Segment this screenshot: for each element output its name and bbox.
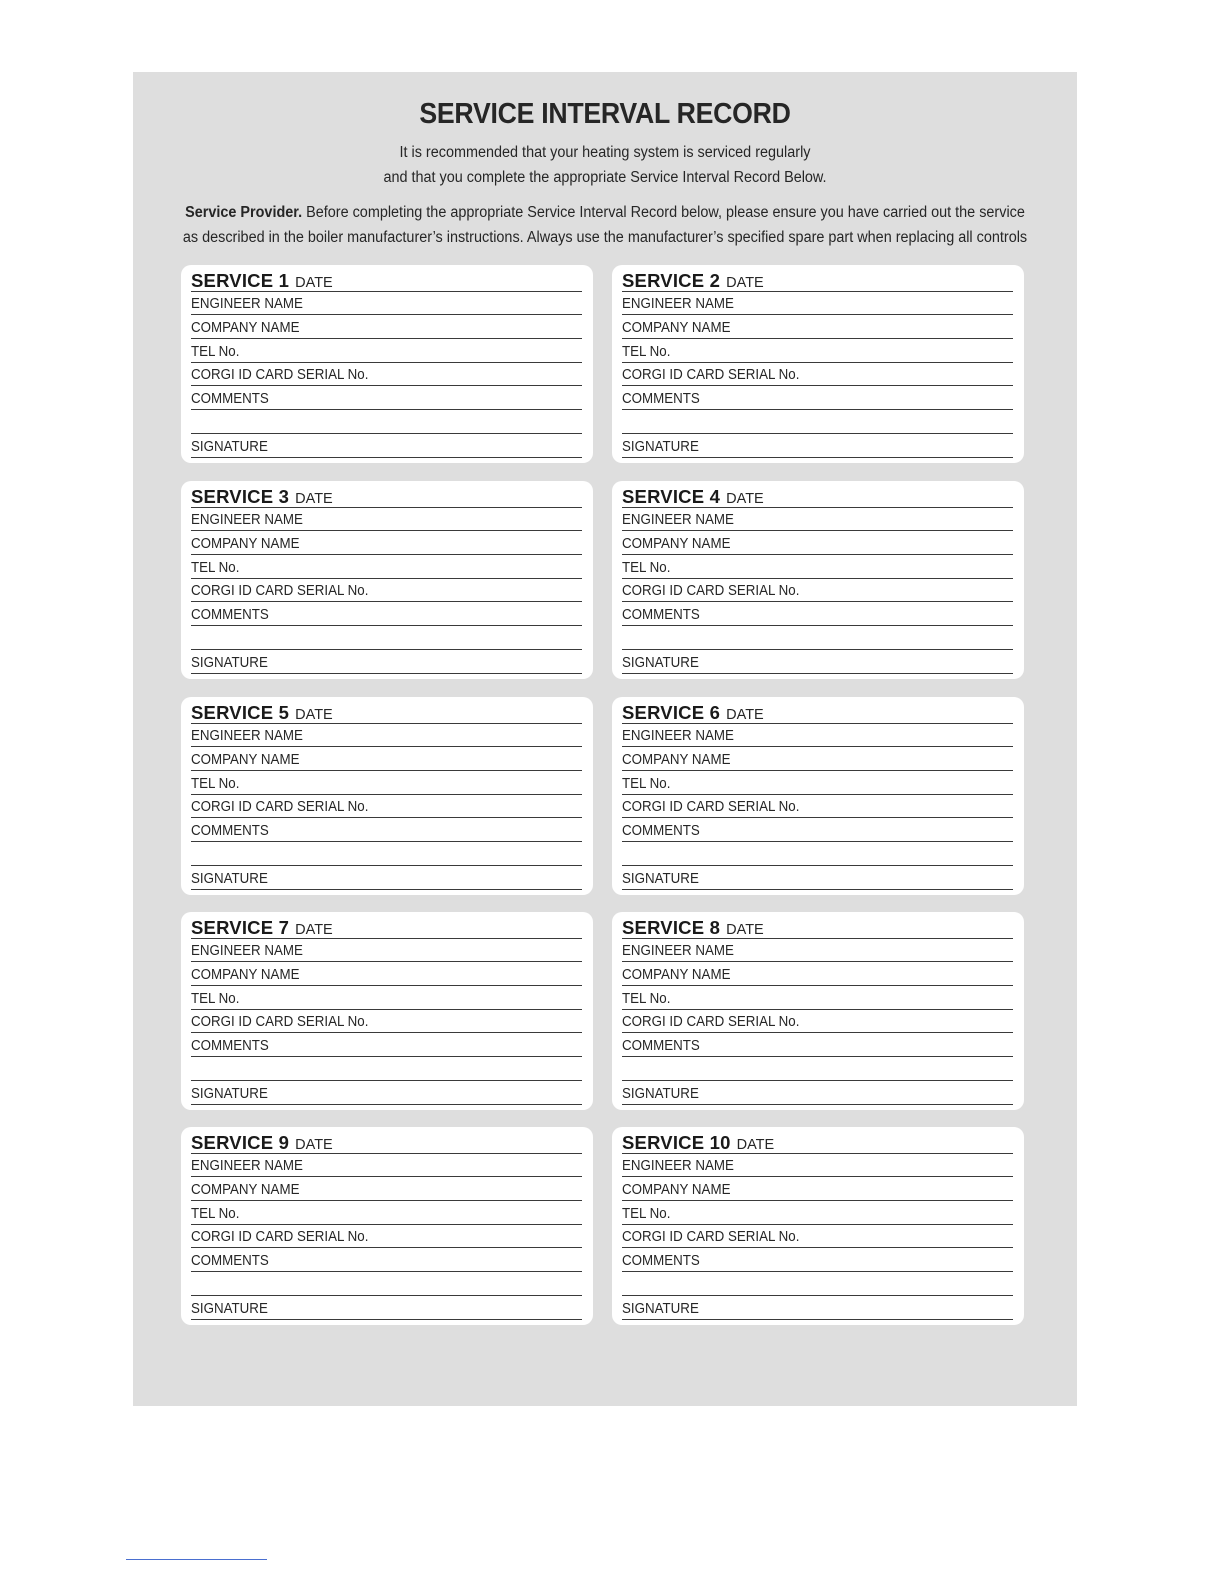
engineer-name-field[interactable]	[622, 294, 1013, 315]
corgi-serial-field[interactable]	[191, 1012, 582, 1033]
engineer-name-field[interactable]	[191, 294, 582, 315]
service-card-2	[612, 265, 1024, 463]
signature-field[interactable]	[191, 1299, 582, 1320]
service-date-field[interactable]	[622, 1133, 1013, 1154]
field-label: ENGINEER NAME	[622, 296, 734, 312]
comments-line-2[interactable]	[622, 845, 1013, 866]
footer-link-underline	[126, 1559, 267, 1560]
field-label: COMMENTS	[622, 607, 700, 624]
signature-field[interactable]	[622, 653, 1013, 674]
field-label: CORGI ID CARD SERIAL No.	[191, 1229, 369, 1246]
comments-line-2[interactable]	[622, 1060, 1013, 1081]
service-date-field[interactable]	[622, 703, 1013, 724]
comments-line-2[interactable]	[622, 629, 1013, 650]
tel-field[interactable]	[622, 342, 1013, 363]
engineer-name-field[interactable]	[622, 726, 1013, 747]
date-label: DATE	[736, 1137, 775, 1153]
company-name-field[interactable]	[622, 965, 1013, 986]
field-label: SIGNATURE	[191, 870, 268, 887]
signature-field[interactable]	[191, 653, 582, 674]
service-date-field[interactable]	[191, 1133, 582, 1154]
service-number: SERVICE 4	[622, 486, 721, 507]
field-label: ENGINEER NAME	[191, 728, 303, 744]
tel-field[interactable]	[191, 558, 582, 579]
field-label: CORGI ID CARD SERIAL No.	[622, 367, 800, 384]
signature-field[interactable]	[622, 1084, 1013, 1105]
provider-note-line-2: as described in the boiler manufacturer’s instructions. Always use the manufacturer’s specified spare part when replacing all controls	[182, 229, 1028, 246]
service-card-8	[612, 912, 1024, 1110]
signature-field[interactable]	[191, 869, 582, 890]
tel-field[interactable]	[622, 558, 1013, 579]
field-label: SIGNATURE	[622, 1085, 699, 1102]
service-date-field[interactable]	[622, 918, 1013, 939]
date-label: DATE	[295, 491, 333, 507]
corgi-serial-field[interactable]	[622, 1012, 1013, 1033]
service-number: SERVICE 5	[191, 702, 290, 723]
field-label: CORGI ID CARD SERIAL No.	[191, 367, 369, 384]
field-label: TEL No.	[191, 559, 240, 576]
corgi-serial-field[interactable]	[622, 365, 1013, 386]
comments-field[interactable]	[622, 389, 1013, 410]
field-label: CORGI ID CARD SERIAL No.	[622, 1229, 800, 1246]
field-label: TEL No.	[622, 775, 671, 792]
signature-field[interactable]	[622, 1299, 1013, 1320]
service-date-field[interactable]	[191, 271, 582, 292]
field-label: CORGI ID CARD SERIAL No.	[622, 583, 800, 600]
field-label: SIGNATURE	[622, 654, 699, 671]
engineer-name-field[interactable]	[622, 510, 1013, 531]
signature-field[interactable]	[622, 869, 1013, 890]
field-label: ENGINEER NAME	[622, 1158, 734, 1174]
field-label: COMPANY NAME	[622, 966, 731, 983]
service-number: SERVICE 9	[191, 1132, 290, 1153]
service-number: SERVICE 2	[622, 270, 721, 291]
engineer-name-field[interactable]	[622, 1156, 1013, 1177]
field-label: COMMENTS	[622, 1253, 700, 1270]
comments-field[interactable]	[191, 1251, 582, 1272]
tel-field[interactable]	[191, 342, 582, 363]
field-label: COMMENTS	[622, 823, 700, 840]
date-label: DATE	[295, 922, 333, 938]
service-card-5	[181, 697, 593, 895]
comments-line-2[interactable]	[191, 413, 582, 434]
field-label: TEL No.	[622, 559, 671, 576]
signature-field[interactable]	[622, 437, 1013, 458]
corgi-serial-field[interactable]	[191, 1227, 582, 1248]
field-label: COMPANY NAME	[191, 966, 300, 983]
field-label: CORGI ID CARD SERIAL No.	[622, 799, 800, 816]
provider-lead: Service Provider.	[185, 204, 303, 221]
company-name-field[interactable]	[191, 750, 582, 771]
engineer-name-field[interactable]	[191, 726, 582, 747]
field-label: ENGINEER NAME	[622, 943, 734, 959]
field-label: COMMENTS	[191, 607, 269, 624]
provider-note-line-1	[166, 204, 1044, 222]
field-label: COMMENTS	[191, 823, 269, 840]
tel-field[interactable]	[622, 989, 1013, 1010]
comments-field[interactable]	[191, 821, 582, 842]
service-number: SERVICE 6	[622, 702, 721, 723]
field-label: TEL No.	[191, 990, 240, 1007]
field-label: ENGINEER NAME	[622, 728, 734, 744]
field-label: COMPANY NAME	[622, 1181, 731, 1198]
tel-field[interactable]	[191, 989, 582, 1010]
engineer-name-field[interactable]	[191, 941, 582, 962]
tel-field[interactable]	[191, 774, 582, 795]
field-label: TEL No.	[622, 343, 671, 360]
provider-note-text: Before completing the appropriate Service Interval Record below, please ensure you have carried out the service	[302, 204, 1025, 221]
date-label: DATE	[295, 707, 333, 723]
field-label: COMPANY NAME	[191, 751, 300, 768]
company-name-field[interactable]	[622, 1180, 1013, 1201]
corgi-serial-field[interactable]	[622, 797, 1013, 818]
company-name-field[interactable]	[622, 534, 1013, 555]
page-title: SERVICE INTERVAL RECORD	[419, 98, 791, 130]
comments-line-2[interactable]	[191, 629, 582, 650]
service-card-7	[181, 912, 593, 1110]
company-name-field[interactable]	[622, 318, 1013, 339]
service-date-field[interactable]	[191, 918, 582, 939]
service-date-field[interactable]	[622, 487, 1013, 508]
comments-field[interactable]	[191, 605, 582, 626]
signature-field[interactable]	[191, 437, 582, 458]
field-label: COMPANY NAME	[622, 535, 731, 552]
field-label: TEL No.	[191, 775, 240, 792]
field-label: CORGI ID CARD SERIAL No.	[191, 583, 369, 600]
corgi-serial-field[interactable]	[191, 365, 582, 386]
intro-line-2: and that you complete the appropriate Service Interval Record Below.	[383, 169, 827, 186]
comments-line-2[interactable]	[191, 845, 582, 866]
comments-field[interactable]	[622, 605, 1013, 626]
field-label: COMPANY NAME	[622, 751, 731, 768]
company-name-field[interactable]	[191, 1180, 582, 1201]
comments-line-2[interactable]	[191, 1275, 582, 1296]
service-card-1	[181, 265, 593, 463]
field-label: TEL No.	[191, 343, 240, 360]
field-label: COMPANY NAME	[622, 319, 731, 336]
company-name-field[interactable]	[191, 534, 582, 555]
service-date-field[interactable]	[191, 703, 582, 724]
date-label: DATE	[295, 1137, 333, 1153]
comments-line-2[interactable]	[191, 1060, 582, 1081]
engineer-name-field[interactable]	[191, 1156, 582, 1177]
date-label: DATE	[726, 922, 764, 938]
company-name-field[interactable]	[191, 318, 582, 339]
service-number: SERVICE 10	[622, 1132, 731, 1153]
engineer-name-field[interactable]	[622, 941, 1013, 962]
field-label: CORGI ID CARD SERIAL No.	[622, 1014, 800, 1031]
field-label: COMMENTS	[191, 1038, 269, 1055]
service-date-field[interactable]	[191, 487, 582, 508]
date-label: DATE	[726, 275, 764, 291]
field-label: TEL No.	[191, 1205, 240, 1222]
field-label: ENGINEER NAME	[622, 512, 734, 528]
corgi-serial-field[interactable]	[191, 797, 582, 818]
field-label: TEL No.	[622, 990, 671, 1007]
field-label: TEL No.	[622, 1205, 671, 1222]
comments-line-2[interactable]	[622, 1275, 1013, 1296]
company-name-field[interactable]	[622, 750, 1013, 771]
intro-line-1: It is recommended that your heating system is serviced regularly	[399, 144, 811, 161]
corgi-serial-field[interactable]	[622, 581, 1013, 602]
signature-field[interactable]	[191, 1084, 582, 1105]
company-name-field[interactable]	[191, 965, 582, 986]
service-card-6	[612, 697, 1024, 895]
service-number: SERVICE 8	[622, 917, 721, 938]
field-label: CORGI ID CARD SERIAL No.	[191, 1014, 369, 1031]
field-label: SIGNATURE	[191, 654, 268, 671]
field-label: COMMENTS	[191, 391, 269, 408]
comments-field[interactable]	[191, 1036, 582, 1057]
field-label: SIGNATURE	[191, 1085, 268, 1102]
date-label: DATE	[295, 275, 333, 291]
field-label: ENGINEER NAME	[191, 296, 303, 312]
service-number: SERVICE 1	[191, 270, 290, 291]
service-card-3	[181, 481, 593, 679]
field-label: CORGI ID CARD SERIAL No.	[191, 799, 369, 816]
comments-line-2[interactable]	[622, 413, 1013, 434]
date-label: DATE	[726, 707, 764, 723]
field-label: SIGNATURE	[191, 1300, 268, 1317]
service-card-9	[181, 1127, 593, 1325]
field-label: COMMENTS	[622, 1038, 700, 1055]
field-label: SIGNATURE	[622, 1300, 699, 1317]
comments-field[interactable]	[622, 1251, 1013, 1272]
field-label: ENGINEER NAME	[191, 1158, 303, 1174]
service-number: SERVICE 7	[191, 917, 290, 938]
field-label: COMMENTS	[191, 1253, 269, 1270]
comments-field[interactable]	[191, 389, 582, 410]
corgi-serial-field[interactable]	[622, 1227, 1013, 1248]
comments-field[interactable]	[622, 1036, 1013, 1057]
field-label: SIGNATURE	[191, 438, 268, 455]
comments-field[interactable]	[622, 821, 1013, 842]
field-label: COMMENTS	[622, 391, 700, 408]
field-label: ENGINEER NAME	[191, 943, 303, 959]
service-card-10	[612, 1127, 1024, 1325]
field-label: ENGINEER NAME	[191, 512, 303, 528]
service-date-field[interactable]	[622, 271, 1013, 292]
field-label: COMPANY NAME	[191, 319, 300, 336]
field-label: SIGNATURE	[622, 870, 699, 887]
tel-field[interactable]	[622, 774, 1013, 795]
engineer-name-field[interactable]	[191, 510, 582, 531]
date-label: DATE	[726, 491, 764, 507]
tel-field[interactable]	[622, 1204, 1013, 1225]
service-number: SERVICE 3	[191, 486, 290, 507]
field-label: COMPANY NAME	[191, 1181, 300, 1198]
field-label: SIGNATURE	[622, 438, 699, 455]
corgi-serial-field[interactable]	[191, 581, 582, 602]
service-card-4	[612, 481, 1024, 679]
tel-field[interactable]	[191, 1204, 582, 1225]
field-label: COMPANY NAME	[191, 535, 300, 552]
